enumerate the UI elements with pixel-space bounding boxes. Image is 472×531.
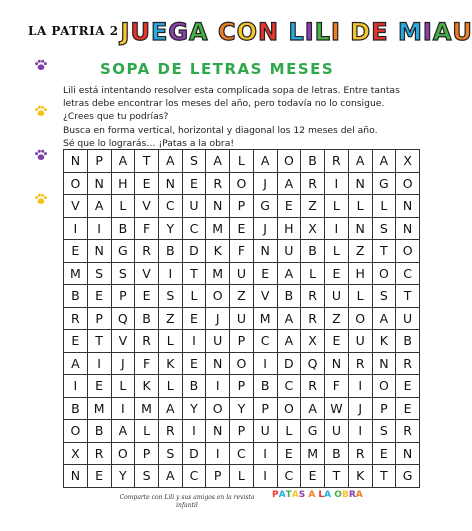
grid-cell[interactable]: E	[182, 352, 206, 375]
grid-cell[interactable]: U	[206, 330, 230, 353]
grid-cell[interactable]: X	[301, 330, 325, 353]
grid-cell[interactable]: C	[230, 442, 254, 465]
grid-cell[interactable]: E	[396, 397, 420, 420]
grid-cell[interactable]: A	[372, 307, 396, 330]
grid-cell[interactable]: M	[64, 262, 88, 285]
grid-row	[64, 195, 420, 218]
footer-text: Comparte con Lili y sus amigos en la revista infantil	[119, 494, 255, 509]
grid-cell[interactable]: T	[87, 330, 111, 353]
grid-cell[interactable]: K	[372, 330, 396, 353]
grid-cell[interactable]: L	[324, 195, 348, 218]
grid-cell[interactable]: M	[206, 217, 230, 240]
grid-row	[64, 397, 420, 420]
puzzle-title: SOPA DE LETRAS MESES	[100, 60, 335, 78]
grid-cell[interactable]: L	[111, 195, 135, 218]
grid-cell[interactable]: B	[277, 285, 301, 308]
grid-cell[interactable]: E	[64, 240, 88, 263]
grid-row	[64, 442, 420, 465]
grid-cell[interactable]: I	[324, 217, 348, 240]
grid-cell[interactable]: T	[372, 240, 396, 263]
grid-cell[interactable]: I	[111, 397, 135, 420]
grid-cell[interactable]: A	[277, 262, 301, 285]
grid-cell[interactable]: P	[135, 442, 159, 465]
grid-cell[interactable]: V	[253, 285, 277, 308]
grid-cell[interactable]: O	[372, 262, 396, 285]
grid-cell[interactable]: M	[135, 397, 159, 420]
grid-cell[interactable]: Z	[301, 195, 325, 218]
grid-cell[interactable]: Z	[230, 285, 254, 308]
grid-cell[interactable]: L	[277, 420, 301, 443]
grid-cell[interactable]: A	[348, 150, 372, 173]
grid-cell[interactable]: E	[87, 465, 111, 488]
grid-cell[interactable]: R	[396, 352, 420, 375]
brand-logo: JUEGA CON LILI DE MIAU	[120, 18, 472, 46]
grid-cell[interactable]: I	[206, 442, 230, 465]
grid-cell[interactable]: D	[182, 442, 206, 465]
grid-cell[interactable]: L	[230, 150, 254, 173]
grid-cell[interactable]: U	[230, 307, 254, 330]
grid-cell[interactable]: A	[64, 352, 88, 375]
grid-cell[interactable]: N	[206, 195, 230, 218]
grid-cell[interactable]: E	[277, 195, 301, 218]
grid-cell[interactable]: Y	[182, 397, 206, 420]
grid-cell[interactable]: I	[253, 442, 277, 465]
grid-row	[64, 330, 420, 353]
grid-cell[interactable]: P	[230, 195, 254, 218]
grid-cell[interactable]: K	[206, 240, 230, 263]
grid-cell[interactable]: V	[64, 195, 88, 218]
grid-cell[interactable]: R	[87, 442, 111, 465]
grid-cell[interactable]: Y	[111, 465, 135, 488]
grid-cell[interactable]: O	[111, 442, 135, 465]
grid-cell[interactable]: U	[277, 240, 301, 263]
grid-cell[interactable]: A	[301, 397, 325, 420]
paw-icon	[34, 104, 48, 118]
grid-cell[interactable]: L	[111, 375, 135, 398]
grid-cell[interactable]: A	[277, 330, 301, 353]
grid-cell[interactable]: C	[158, 195, 182, 218]
grid-cell[interactable]: S	[111, 262, 135, 285]
grid-cell[interactable]: Z	[158, 307, 182, 330]
grid-row	[64, 172, 420, 195]
grid-cell[interactable]: I	[253, 465, 277, 488]
grid-cell[interactable]: B	[64, 397, 88, 420]
grid-cell[interactable]: M	[206, 262, 230, 285]
grid-cell[interactable]: E	[87, 375, 111, 398]
grid-cell[interactable]: K	[348, 465, 372, 488]
grid-cell[interactable]: G	[111, 240, 135, 263]
grid-cell[interactable]: A	[253, 150, 277, 173]
grid-cell[interactable]: U	[230, 262, 254, 285]
issue-label: LA PATRIA 2	[28, 24, 119, 38]
grid-cell[interactable]: N	[324, 352, 348, 375]
grid-cell[interactable]: S	[158, 442, 182, 465]
grid-cell[interactable]: I	[348, 420, 372, 443]
grid-cell[interactable]: E	[230, 217, 254, 240]
grid-cell[interactable]: S	[182, 150, 206, 173]
grid-cell[interactable]: I	[64, 217, 88, 240]
grid-cell[interactable]: I	[87, 217, 111, 240]
grid-cell[interactable]: N	[64, 150, 88, 173]
grid-cell[interactable]: E	[253, 262, 277, 285]
grid-cell[interactable]: C	[277, 375, 301, 398]
grid-cell[interactable]: U	[324, 420, 348, 443]
grid-cell[interactable]: P	[111, 285, 135, 308]
paw-icon	[34, 58, 48, 72]
grid-cell[interactable]: N	[87, 172, 111, 195]
grid-row	[64, 465, 420, 488]
grid-cell[interactable]: T	[324, 465, 348, 488]
grid-cell[interactable]: E	[182, 172, 206, 195]
intro-paragraph-2: Busca en forma vertical, horizontal y diagonal los 12 meses del año.	[63, 124, 378, 136]
grid-cell[interactable]: J	[206, 307, 230, 330]
grid-cell[interactable]: L	[301, 262, 325, 285]
grid-cell[interactable]: N	[253, 240, 277, 263]
grid-cell[interactable]: J	[253, 217, 277, 240]
grid-row	[64, 375, 420, 398]
grid-cell[interactable]: C	[182, 217, 206, 240]
grid-cell[interactable]: W	[324, 397, 348, 420]
grid-cell[interactable]: C	[396, 262, 420, 285]
grid-cell[interactable]: E	[64, 330, 88, 353]
grid-cell[interactable]: H	[277, 217, 301, 240]
grid-cell[interactable]: A	[87, 195, 111, 218]
grid-cell[interactable]: L	[182, 285, 206, 308]
grid-cell[interactable]: A	[111, 150, 135, 173]
paw-icon	[34, 192, 48, 206]
grid-cell[interactable]: O	[64, 420, 88, 443]
grid-cell[interactable]: R	[301, 172, 325, 195]
grid-cell[interactable]: T	[372, 465, 396, 488]
grid-cell[interactable]: I	[158, 262, 182, 285]
grid-cell[interactable]: T	[182, 262, 206, 285]
grid-cell[interactable]: A	[158, 150, 182, 173]
footer-logo: PATAS A LA OBRA	[272, 490, 363, 500]
grid-cell[interactable]: U	[324, 285, 348, 308]
grid-cell[interactable]: O	[206, 397, 230, 420]
grid-cell[interactable]: S	[87, 262, 111, 285]
grid-cell[interactable]: T	[396, 285, 420, 308]
grid-cell[interactable]: B	[87, 420, 111, 443]
grid-cell[interactable]: L	[135, 420, 159, 443]
grid-cell[interactable]: G	[396, 465, 420, 488]
grid-row	[64, 307, 420, 330]
grid-cell[interactable]: S	[372, 217, 396, 240]
grid-cell[interactable]: G	[372, 172, 396, 195]
grid-cell[interactable]: I	[206, 375, 230, 398]
grid-cell[interactable]: L	[230, 465, 254, 488]
grid-cell[interactable]: Q	[301, 352, 325, 375]
grid-cell[interactable]: J	[253, 172, 277, 195]
grid-cell[interactable]: K	[135, 375, 159, 398]
grid-cell[interactable]: N	[87, 240, 111, 263]
grid-cell[interactable]: O	[230, 172, 254, 195]
grid-cell[interactable]: P	[87, 150, 111, 173]
grid-cell[interactable]: F	[135, 217, 159, 240]
grid-cell[interactable]: N	[396, 195, 420, 218]
grid-cell[interactable]: B	[135, 307, 159, 330]
grid-cell[interactable]: B	[158, 240, 182, 263]
grid-cell[interactable]: S	[372, 420, 396, 443]
grid-cell[interactable]: L	[324, 240, 348, 263]
grid-cell[interactable]: U	[348, 330, 372, 353]
grid-cell[interactable]: Z	[324, 307, 348, 330]
grid-cell[interactable]: N	[396, 442, 420, 465]
grid-cell[interactable]: E	[277, 442, 301, 465]
grid-cell[interactable]: D	[277, 352, 301, 375]
grid-cell[interactable]: L	[348, 195, 372, 218]
grid-cell[interactable]: E	[135, 172, 159, 195]
grid-cell[interactable]: L	[158, 330, 182, 353]
intro-paragraph-1: Lili está intentando resolver esta complicada sopa de letras. Entre tantas letras debe encontrar los meses del año, pero todavía no lo consigue. ¿Crees que tu podrías?	[63, 85, 400, 123]
grid-cell[interactable]: U	[182, 195, 206, 218]
intro-text	[63, 84, 403, 150]
grid-cell[interactable]: A	[111, 420, 135, 443]
grid-cell[interactable]: R	[301, 285, 325, 308]
grid-cell[interactable]: Q	[111, 307, 135, 330]
grid-cell[interactable]: E	[324, 262, 348, 285]
grid-cell[interactable]: R	[301, 307, 325, 330]
grid-cell[interactable]: P	[253, 397, 277, 420]
grid-cell[interactable]: R	[206, 172, 230, 195]
grid-cell[interactable]: R	[324, 150, 348, 173]
grid-cell[interactable]: F	[135, 352, 159, 375]
grid-cell[interactable]: H	[111, 172, 135, 195]
grid-cell[interactable]: P	[230, 375, 254, 398]
grid-cell[interactable]: R	[396, 420, 420, 443]
grid-cell[interactable]: L	[158, 375, 182, 398]
grid-cell[interactable]: R	[301, 375, 325, 398]
grid-cell[interactable]: E	[87, 285, 111, 308]
grid-cell[interactable]: R	[348, 352, 372, 375]
grid-cell[interactable]: D	[182, 240, 206, 263]
grid-cell[interactable]: X	[396, 150, 420, 173]
grid-cell[interactable]: H	[348, 262, 372, 285]
grid-cell[interactable]: L	[348, 285, 372, 308]
grid-row	[64, 352, 420, 375]
grid-cell[interactable]: O	[348, 307, 372, 330]
grid-cell[interactable]: N	[64, 465, 88, 488]
grid-cell[interactable]: I	[253, 352, 277, 375]
grid-row	[64, 420, 420, 443]
word-search-grid	[63, 149, 420, 488]
grid-cell[interactable]: N	[372, 352, 396, 375]
grid-cell[interactable]: N	[396, 217, 420, 240]
grid-cell[interactable]: C	[277, 465, 301, 488]
grid-cell[interactable]: N	[206, 352, 230, 375]
grid-cell[interactable]: F	[324, 375, 348, 398]
grid-cell[interactable]: S	[372, 285, 396, 308]
grid-cell[interactable]: F	[230, 240, 254, 263]
grid-cell[interactable]: Z	[348, 240, 372, 263]
grid-cell[interactable]: K	[158, 352, 182, 375]
grid-cell[interactable]: U	[253, 420, 277, 443]
grid-cell[interactable]: X	[301, 217, 325, 240]
grid-cell[interactable]: B	[324, 442, 348, 465]
grid-cell[interactable]: R	[348, 442, 372, 465]
grid-cell[interactable]: Y	[230, 397, 254, 420]
grid-cell[interactable]: M	[253, 307, 277, 330]
grid-cell[interactable]: S	[135, 465, 159, 488]
grid-cell[interactable]: O	[396, 240, 420, 263]
grid-cell[interactable]: E	[301, 465, 325, 488]
grid-cell[interactable]: A	[372, 150, 396, 173]
grid-cell[interactable]: G	[301, 420, 325, 443]
grid-cell[interactable]: A	[206, 150, 230, 173]
grid-cell[interactable]: P	[230, 330, 254, 353]
grid-cell[interactable]: O	[230, 352, 254, 375]
grid-cell[interactable]: M	[87, 397, 111, 420]
grid-cell[interactable]: E	[372, 442, 396, 465]
grid-cell[interactable]: O	[396, 172, 420, 195]
grid-cell[interactable]: I	[182, 330, 206, 353]
intro-paragraph-3: Sé que lo lograrás… ¡Patas a la obra!	[63, 137, 235, 149]
grid-row	[64, 217, 420, 240]
grid-cell[interactable]: L	[372, 195, 396, 218]
grid-cell[interactable]: X	[64, 442, 88, 465]
grid-cell[interactable]: V	[111, 330, 135, 353]
grid-cell[interactable]: P	[372, 397, 396, 420]
grid-cell[interactable]: P	[230, 420, 254, 443]
grid-cell[interactable]: R	[135, 330, 159, 353]
grid-cell[interactable]: R	[158, 420, 182, 443]
grid-cell[interactable]: O	[277, 397, 301, 420]
grid-cell[interactable]: N	[348, 172, 372, 195]
grid-cell[interactable]: E	[135, 285, 159, 308]
grid-cell[interactable]: M	[301, 442, 325, 465]
grid-cell[interactable]: I	[348, 375, 372, 398]
grid-cell[interactable]: E	[396, 375, 420, 398]
grid-cell[interactable]: O	[277, 150, 301, 173]
grid-cell[interactable]: J	[348, 397, 372, 420]
grid-cell[interactable]: R	[135, 240, 159, 263]
grid-cell[interactable]: V	[135, 195, 159, 218]
grid-cell[interactable]: B	[182, 375, 206, 398]
grid-cell[interactable]: B	[396, 330, 420, 353]
grid-cell[interactable]: A	[158, 397, 182, 420]
grid-cell[interactable]: A	[158, 465, 182, 488]
grid-cell[interactable]: B	[64, 285, 88, 308]
grid-cell[interactable]: C	[253, 330, 277, 353]
grid-cell[interactable]: N	[158, 172, 182, 195]
grid-cell[interactable]: I	[324, 172, 348, 195]
grid-cell[interactable]: O	[64, 172, 88, 195]
grid-cell[interactable]: I	[64, 375, 88, 398]
grid-cell[interactable]: N	[348, 217, 372, 240]
grid-row	[64, 150, 420, 173]
grid-cell[interactable]: E	[182, 307, 206, 330]
grid-cell[interactable]: I	[182, 420, 206, 443]
grid-cell[interactable]: T	[135, 150, 159, 173]
grid-row	[64, 285, 420, 308]
grid-cell[interactable]: B	[111, 217, 135, 240]
grid-cell[interactable]: O	[372, 375, 396, 398]
grid-cell[interactable]: B	[301, 150, 325, 173]
grid-cell[interactable]: B	[253, 375, 277, 398]
grid-cell[interactable]: R	[64, 307, 88, 330]
grid-row	[64, 262, 420, 285]
grid-cell[interactable]: B	[301, 240, 325, 263]
grid-cell[interactable]: P	[206, 465, 230, 488]
grid-cell[interactable]: O	[206, 285, 230, 308]
paw-icon	[34, 148, 48, 162]
grid-cell[interactable]: P	[87, 307, 111, 330]
grid-cell[interactable]: S	[158, 285, 182, 308]
grid-row	[64, 240, 420, 263]
grid-cell[interactable]: A	[277, 172, 301, 195]
grid-cell[interactable]: I	[87, 352, 111, 375]
grid-cell[interactable]: Y	[158, 217, 182, 240]
grid-cell[interactable]: G	[253, 195, 277, 218]
grid-cell[interactable]: V	[135, 262, 159, 285]
grid-cell[interactable]: J	[111, 352, 135, 375]
grid-cell[interactable]: C	[182, 465, 206, 488]
grid-cell[interactable]: U	[396, 307, 420, 330]
grid-cell[interactable]: A	[277, 307, 301, 330]
grid-cell[interactable]: N	[206, 420, 230, 443]
grid-cell[interactable]: E	[324, 330, 348, 353]
